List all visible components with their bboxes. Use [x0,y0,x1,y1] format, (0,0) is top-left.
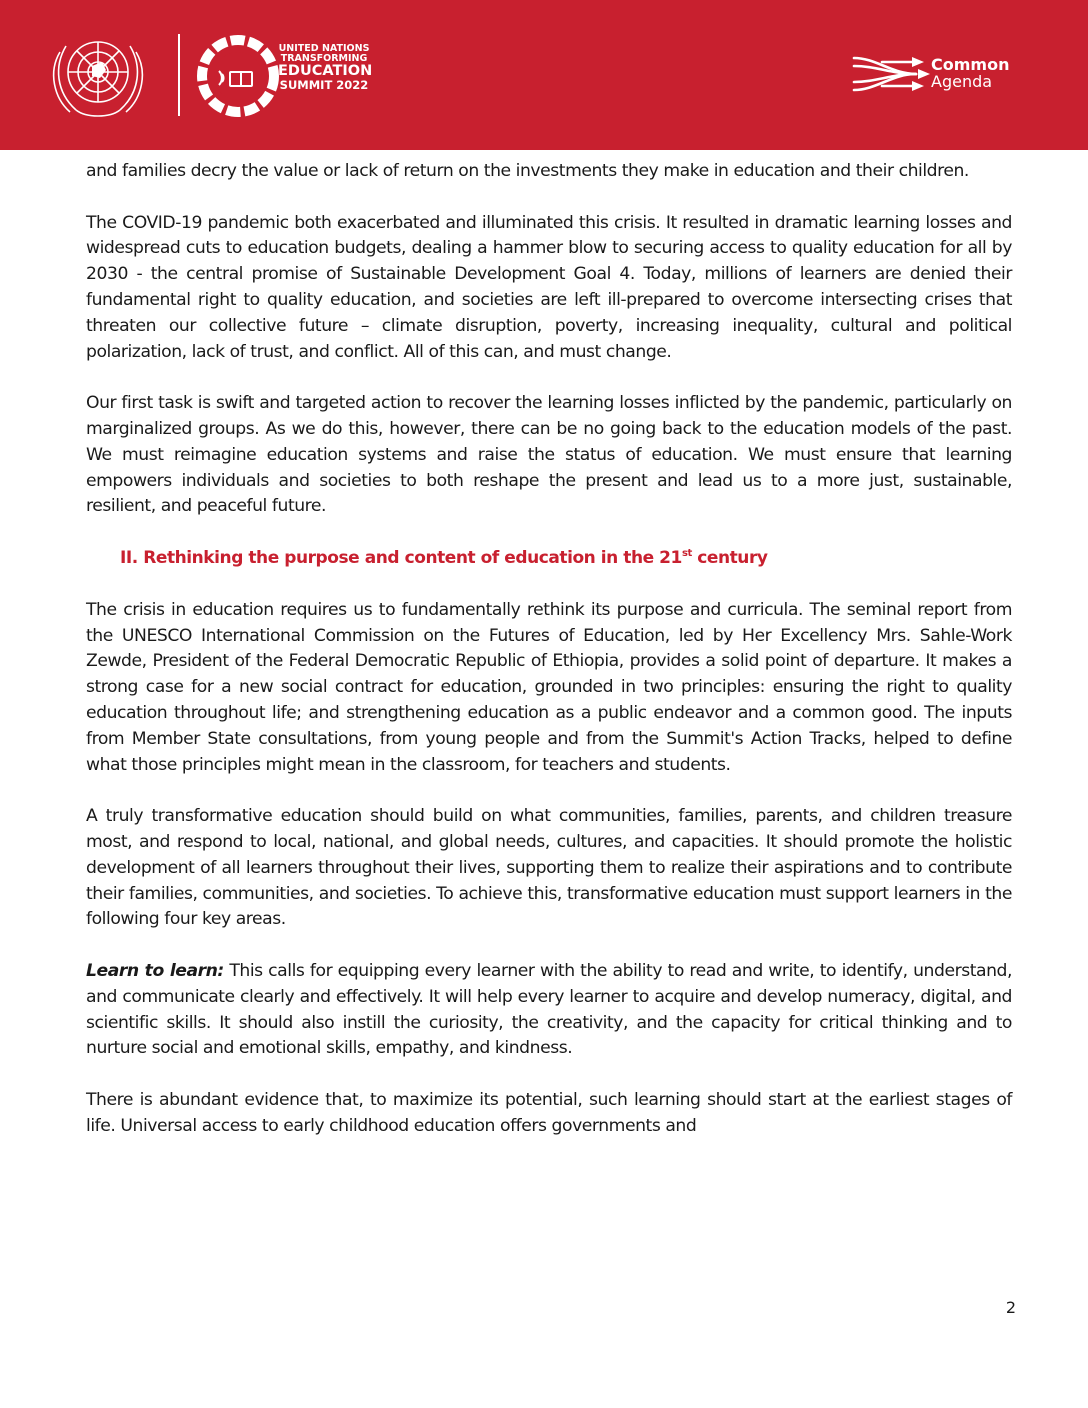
header-divider [178,34,180,116]
section-heading-tail: century [691,547,768,568]
common-agenda-word-2: Agenda [931,71,993,91]
summit-line-4: SUMMIT 2022 [279,78,369,93]
paragraph-4: The crisis in education requires us to fundamentally rethink its purpose and curricula. The seminal report from the UNESCO International Commission on the Futures of Education, led by Her Excellency Mrs. Sahle-Work Zewde, President of the Federal Democratic Republic of Ethiopia, provides a solid point of departure. It makes a strong case for a new social contract for education, grounded in two principles: ensuring the right to quality education throughout life; and strengthening education as a public endeavor and a common good. The inputs from Member State consultations, from young people and from the Summit's Action Tracks, helped to define what those principles might mean in the classroom, for teachers and students. [86,599,1012,775]
summit-line-2: TRANSFORMING [280,52,368,64]
paragraph-2: The COVID-19 pandemic both exacerbated and illuminated this crisis. It resulted in dramatic learning losses and widespread cuts to education budgets, dealing a hammer blow to securing access to quality education for all by 2030 - the central promise of Sustainable Development Goal 4. Today, millions of learners are denied their fundamental right to quality education, and societies are left ill-prepared to overcome intersecting crises that threaten our collective future – climate disruption, poverty, increasing inequality, cultural and political polarization, lack of trust, and conflict. All of this can, and must change. [86,212,1012,362]
learn-to-learn-lead: Learn to learn: [86,960,224,981]
summit-logo-text [278,43,373,93]
section-heading-superscript: st [681,547,692,559]
section-heading [120,546,1012,572]
paragraph-6 [86,959,1012,1062]
common-agenda-logo-text [931,57,1009,91]
summit-line-3: EDUCATION [278,62,373,79]
summit-line-1: UNITED NATIONS [278,43,370,54]
un-emblem-icon [40,26,156,126]
document-body [86,159,1012,1165]
header-banner [0,0,1088,150]
paragraph-3: Our first task is swift and targeted action to recover the learning losses inflicted by the pandemic, particularly on marginalized groups. As we do this, however, there can be no going back to the education models of the past. We must reimagine education systems and raise the status of education. We must ensure that learning empowers individuals and societies to both reshape the present and lead us to a more just, sustainable, resilient, and peaceful future. [86,393,1012,517]
paragraph-6-text: This calls for equipping every learner with the ability to read and write, to identify, understand, and communicate clearly and effectively. It will help every learner to acquire and develop numeracy, digital, and scientific skills. It should also instill the curiosity, the creativity, and the capacity for critical thinking and to nurture social and emotional skills, empathy, and kindness. [86,960,1012,1059]
page-number: 2 [1005,1298,1016,1317]
paragraph-7: There is abundant evidence that, to maximize its potential, such learning should start at the earliest stages of life. Universal access to early childhood education offers governments and [86,1089,1012,1136]
common-agenda-word-1: Common [931,55,1010,74]
education-wheel-icon [192,30,284,122]
paragraph-1: and families decry the value or lack of return on the investments they make in education and their children. [86,161,969,181]
section-heading-text: II. Rethinking the purpose and content of education in the 21 [120,547,682,568]
paragraph-5: A truly transformative education should build on what communities, families, parents, and children treasure most, and respond to local, national, and global needs, cultures, and capacities. It should promote the holistic development of all learners throughout their lives, supporting them to realize their aspirations and to contribute their families, communities, and societies. To achieve this, transformative education must support learners in the following four key areas. [86,806,1012,930]
common-agenda-arrows-icon [852,54,930,94]
